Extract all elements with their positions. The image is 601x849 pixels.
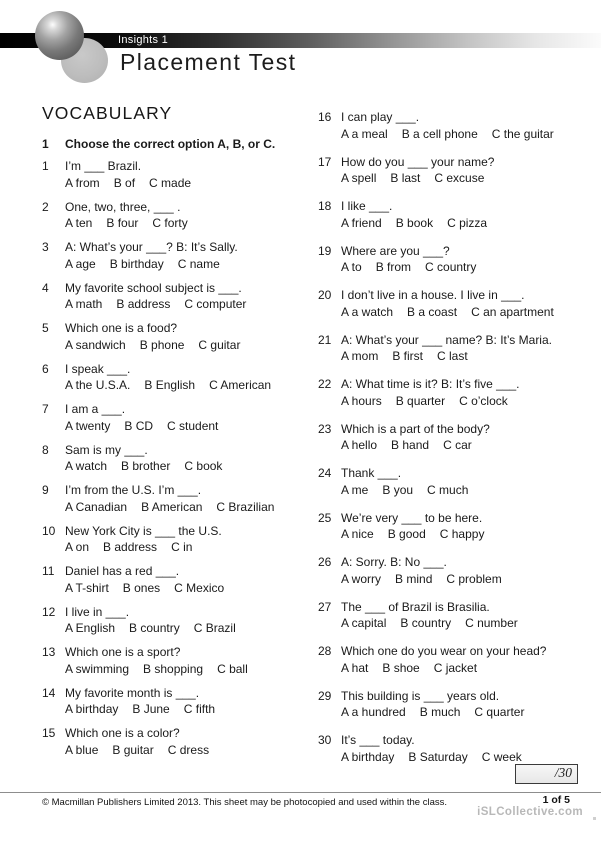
question-number: 12 <box>42 604 56 619</box>
answer-option: B ones <box>122 580 161 595</box>
answer-option: A birthday <box>65 702 119 716</box>
question-item <box>318 599 594 632</box>
question-prompt: I speak ___. <box>65 361 131 376</box>
question-number: 3 <box>42 240 49 254</box>
answer-option: B mind <box>395 571 433 586</box>
answer-options <box>341 526 594 543</box>
question-prompt: I can play ___. <box>341 110 420 124</box>
question-item <box>42 523 310 556</box>
answer-options <box>341 749 594 766</box>
answer-options <box>65 296 310 313</box>
question-number: 28 <box>318 644 332 658</box>
question-item <box>318 554 594 587</box>
instruction-text: Choose the correct option A, B, or C. <box>65 137 276 151</box>
question-number: 20 <box>318 288 332 302</box>
answer-option: C number <box>465 616 518 630</box>
answer-option: A hat <box>341 660 369 675</box>
answer-options <box>341 215 594 232</box>
answer-option: C Mexico <box>174 580 225 595</box>
answer-option: C excuse <box>434 171 485 185</box>
answer-option: B brother <box>121 459 171 473</box>
answer-option: A a meal <box>341 126 388 141</box>
answer-option: B shopping <box>143 661 204 676</box>
question-prompt: I am a ___. <box>65 402 126 416</box>
answer-options <box>341 660 594 677</box>
corner-dot <box>593 817 596 820</box>
answer-options <box>65 215 310 232</box>
question-prompt: This building is ___ years old. <box>341 688 500 703</box>
answer-option: B country <box>400 616 452 630</box>
question-item <box>42 239 310 272</box>
answer-option: A math <box>65 297 103 311</box>
question-number: 17 <box>318 154 332 169</box>
question-prompt: Which one is a food? <box>65 321 178 335</box>
question-prompt: Where are you ___? <box>341 243 450 258</box>
question-item <box>42 280 310 313</box>
answer-options <box>65 539 310 556</box>
answer-option: B first <box>392 349 424 363</box>
answer-option: A worry <box>341 571 382 586</box>
answer-option: B book <box>395 215 434 230</box>
answer-option: C week <box>481 749 522 764</box>
answer-option: C problem <box>446 571 502 586</box>
answer-options <box>65 499 310 516</box>
question-item <box>318 732 594 765</box>
question-item <box>42 725 310 758</box>
answer-options <box>341 615 594 632</box>
question-number: 23 <box>318 421 332 436</box>
decorative-sphere-icon <box>35 11 84 60</box>
question-prompt: It’s ___ today. <box>341 733 415 747</box>
answer-option: B English <box>144 378 196 392</box>
answer-options <box>341 437 594 454</box>
answer-options <box>65 701 310 718</box>
answer-options <box>341 126 594 143</box>
question-number: 15 <box>42 726 56 740</box>
answer-option: C much <box>427 482 469 497</box>
answer-option: C Brazil <box>193 621 236 635</box>
question-item <box>42 401 310 434</box>
answer-options <box>341 348 594 365</box>
answer-option: C an apartment <box>471 304 554 319</box>
question-prompt: Which one do you wear on your head? <box>341 644 547 658</box>
answer-options <box>341 259 594 276</box>
question-prompt: A: What’s your ___ name? B: It’s Maria. <box>341 332 552 347</box>
answer-option: C computer <box>184 297 247 311</box>
answer-option: A sandwich <box>65 337 126 352</box>
answer-option: A nice <box>341 527 374 541</box>
answer-options <box>65 256 310 273</box>
answer-option: B good <box>387 527 426 541</box>
question-prompt: One, two, three, ___ . <box>65 199 181 214</box>
question-item <box>42 563 310 596</box>
answer-option: C quarter <box>474 705 525 719</box>
question-number: 26 <box>318 555 332 569</box>
answer-option: A friend <box>341 215 382 230</box>
question-number: 21 <box>318 332 332 347</box>
answer-option: A English <box>65 621 116 635</box>
question-number: 7 <box>42 402 49 416</box>
question-number: 19 <box>318 243 332 258</box>
answer-option: C happy <box>439 527 485 541</box>
question-item <box>42 604 310 637</box>
answer-option: C made <box>149 175 192 190</box>
question-number: 16 <box>318 110 332 124</box>
answer-option: A ten <box>65 216 93 230</box>
answer-option: B shoe <box>382 660 420 675</box>
answer-option: A Canadian <box>65 499 128 514</box>
answer-options <box>341 304 594 321</box>
answer-option: B American <box>141 499 203 514</box>
question-item <box>318 376 594 409</box>
question-item <box>318 109 594 142</box>
answer-option: A me <box>341 482 369 497</box>
answer-options <box>341 704 594 721</box>
answer-option: B much <box>419 705 461 719</box>
question-number: 27 <box>318 599 332 614</box>
answer-option: A capital <box>341 616 387 630</box>
answer-options <box>65 580 310 597</box>
question-item <box>42 199 310 232</box>
question-prompt: Which is a part of the body? <box>341 421 490 436</box>
answer-option: A a hundred <box>341 705 406 719</box>
answer-option: A hours <box>341 393 382 408</box>
question-number: 13 <box>42 645 56 659</box>
answer-option: A mom <box>341 349 379 363</box>
answer-option: A age <box>65 256 96 271</box>
answer-option: A on <box>65 540 90 554</box>
answer-option: B address <box>103 540 158 554</box>
question-number: 10 <box>42 523 56 538</box>
question-number: 11 <box>42 564 55 578</box>
answer-option: C student <box>167 418 219 433</box>
question-prompt: Sam is my ___. <box>65 442 148 457</box>
answer-option: B June <box>132 702 170 716</box>
question-prompt: I don’t live in a house. I live in ___. <box>341 288 525 302</box>
question-number: 30 <box>318 733 332 747</box>
answer-option: A a watch <box>341 304 394 319</box>
question-number: 5 <box>42 321 49 335</box>
answer-option: B last <box>390 171 421 185</box>
answer-option: C last <box>437 349 468 363</box>
questions-column-left <box>42 103 310 766</box>
question-number: 1 <box>42 159 49 173</box>
instruction-number: 1 <box>42 137 49 151</box>
questions-column-right <box>318 109 594 777</box>
question-prompt: I like ___. <box>341 199 393 213</box>
question-prompt: I’m from the U.S. I’m ___. <box>65 483 202 497</box>
answer-option: A watch <box>65 459 108 473</box>
question-number: 4 <box>42 280 49 295</box>
answer-option: B of <box>113 175 136 190</box>
answer-option: B birthday <box>109 256 164 271</box>
question-number: 9 <box>42 483 49 497</box>
answer-option: A to <box>341 260 362 274</box>
question-prompt: A: Sorry. B: No ___. <box>341 555 447 569</box>
answer-option: A hello <box>341 438 378 452</box>
answer-option: A blue <box>65 742 99 757</box>
answer-option: B country <box>129 621 180 635</box>
islcollective-watermark: iSLCollective.com <box>477 806 583 818</box>
answer-option: C guitar <box>198 337 241 352</box>
answer-option: C o’clock <box>459 393 508 408</box>
question-number: 22 <box>318 377 332 391</box>
question-prompt: New York City is ___ the U.S. <box>65 523 222 538</box>
copyright-text: © Macmillan Publishers Limited 2013. This sheet may be photocopied and used within the class. <box>42 797 447 808</box>
score-box <box>515 764 578 784</box>
answer-options <box>65 175 310 192</box>
answer-option: C car <box>443 438 472 452</box>
answer-option: A birthday <box>341 749 395 764</box>
question-prompt: I’m ___ Brazil. <box>65 159 142 173</box>
question-item <box>318 643 594 676</box>
question-number: 18 <box>318 199 332 213</box>
answer-options <box>65 418 310 435</box>
question-prompt: How do you ___ your name? <box>341 154 495 169</box>
answer-option: C book <box>184 459 223 473</box>
question-prompt: Daniel has a red ___. <box>65 564 180 578</box>
question-number: 8 <box>42 442 49 457</box>
answer-option: C forty <box>152 216 188 230</box>
question-number: 25 <box>318 510 332 525</box>
question-number: 2 <box>42 199 49 214</box>
question-item <box>318 421 594 454</box>
answer-option: C ball <box>217 661 248 676</box>
question-number: 24 <box>318 466 332 480</box>
answer-option: A from <box>65 175 100 190</box>
answer-option: C dress <box>167 742 210 757</box>
question-number: 14 <box>42 685 56 700</box>
question-item <box>318 465 594 498</box>
answer-option: B a coast <box>407 304 458 319</box>
question-prompt: A: What time is it? B: It’s five ___. <box>341 377 520 391</box>
answer-option: B quarter <box>395 393 446 408</box>
question-prompt: Which one is a color? <box>65 726 180 740</box>
answer-option: A swimming <box>65 661 130 676</box>
series-label: Insights 1 <box>118 34 169 46</box>
answer-option: C Brazilian <box>216 499 275 514</box>
answer-option: C name <box>177 256 220 271</box>
answer-options <box>65 661 310 678</box>
answer-options <box>341 482 594 499</box>
answer-options <box>65 620 310 637</box>
instruction-row <box>42 136 310 152</box>
page-number: 1 of 5 <box>542 794 570 806</box>
answer-option: A twenty <box>65 418 111 433</box>
answer-option: A spell <box>341 171 377 185</box>
page-title: Placement Test <box>120 49 297 75</box>
answer-option: B guitar <box>112 742 154 757</box>
answer-option: C pizza <box>447 215 488 230</box>
answer-option: B Saturday <box>408 749 468 764</box>
answer-option: C in <box>171 540 193 554</box>
answer-options <box>65 377 310 394</box>
answer-options <box>341 393 594 410</box>
answer-option: C jacket <box>433 660 478 675</box>
question-item <box>318 243 594 276</box>
question-number: 29 <box>318 688 332 703</box>
answer-option: B hand <box>391 438 430 452</box>
answer-options <box>341 170 594 187</box>
answer-option: B address <box>116 297 171 311</box>
answer-option: A T-shirt <box>65 580 109 595</box>
answer-option: A the U.S.A. <box>65 378 131 392</box>
question-item <box>318 198 594 231</box>
answer-option: C country <box>425 260 477 274</box>
answer-option: B a cell phone <box>401 126 478 141</box>
question-item <box>318 287 594 320</box>
answer-option: C fifth <box>183 702 216 716</box>
question-prompt: The ___ of Brazil is Brasilia. <box>341 599 490 614</box>
question-prompt: I live in ___. <box>65 604 130 619</box>
question-prompt: Which one is a sport? <box>65 645 181 659</box>
footer-divider <box>0 792 601 793</box>
answer-options <box>65 742 310 759</box>
answer-option: B phone <box>139 337 185 352</box>
answer-option: B four <box>106 216 139 230</box>
question-prompt: We’re very ___ to be here. <box>341 510 483 525</box>
answer-option: B you <box>382 482 414 497</box>
question-prompt: Thank ___. <box>341 466 402 480</box>
answer-option: B from <box>375 260 412 274</box>
question-item <box>42 685 310 718</box>
question-number: 6 <box>42 361 49 376</box>
answer-options <box>341 571 594 588</box>
question-item <box>42 644 310 677</box>
question-item <box>318 510 594 543</box>
question-item <box>42 320 310 353</box>
question-item <box>42 361 310 394</box>
answer-option: C American <box>209 378 272 392</box>
question-prompt: My favorite school subject is ___. <box>65 280 242 295</box>
question-prompt: A: What’s your ___? B: It’s Sally. <box>65 240 238 254</box>
answer-options <box>65 458 310 475</box>
section-heading: VOCABULARY <box>42 103 173 123</box>
answer-option: C the guitar <box>491 126 554 141</box>
question-list-left <box>42 158 310 758</box>
question-prompt: My favorite month is ___. <box>65 685 200 700</box>
score-label: /30 <box>554 765 572 780</box>
answer-option: B CD <box>124 418 154 433</box>
question-item <box>42 158 310 191</box>
question-item <box>318 154 594 187</box>
question-item <box>318 332 594 365</box>
question-item <box>42 442 310 475</box>
question-item <box>42 482 310 515</box>
answer-options <box>65 337 310 354</box>
question-item <box>318 688 594 721</box>
